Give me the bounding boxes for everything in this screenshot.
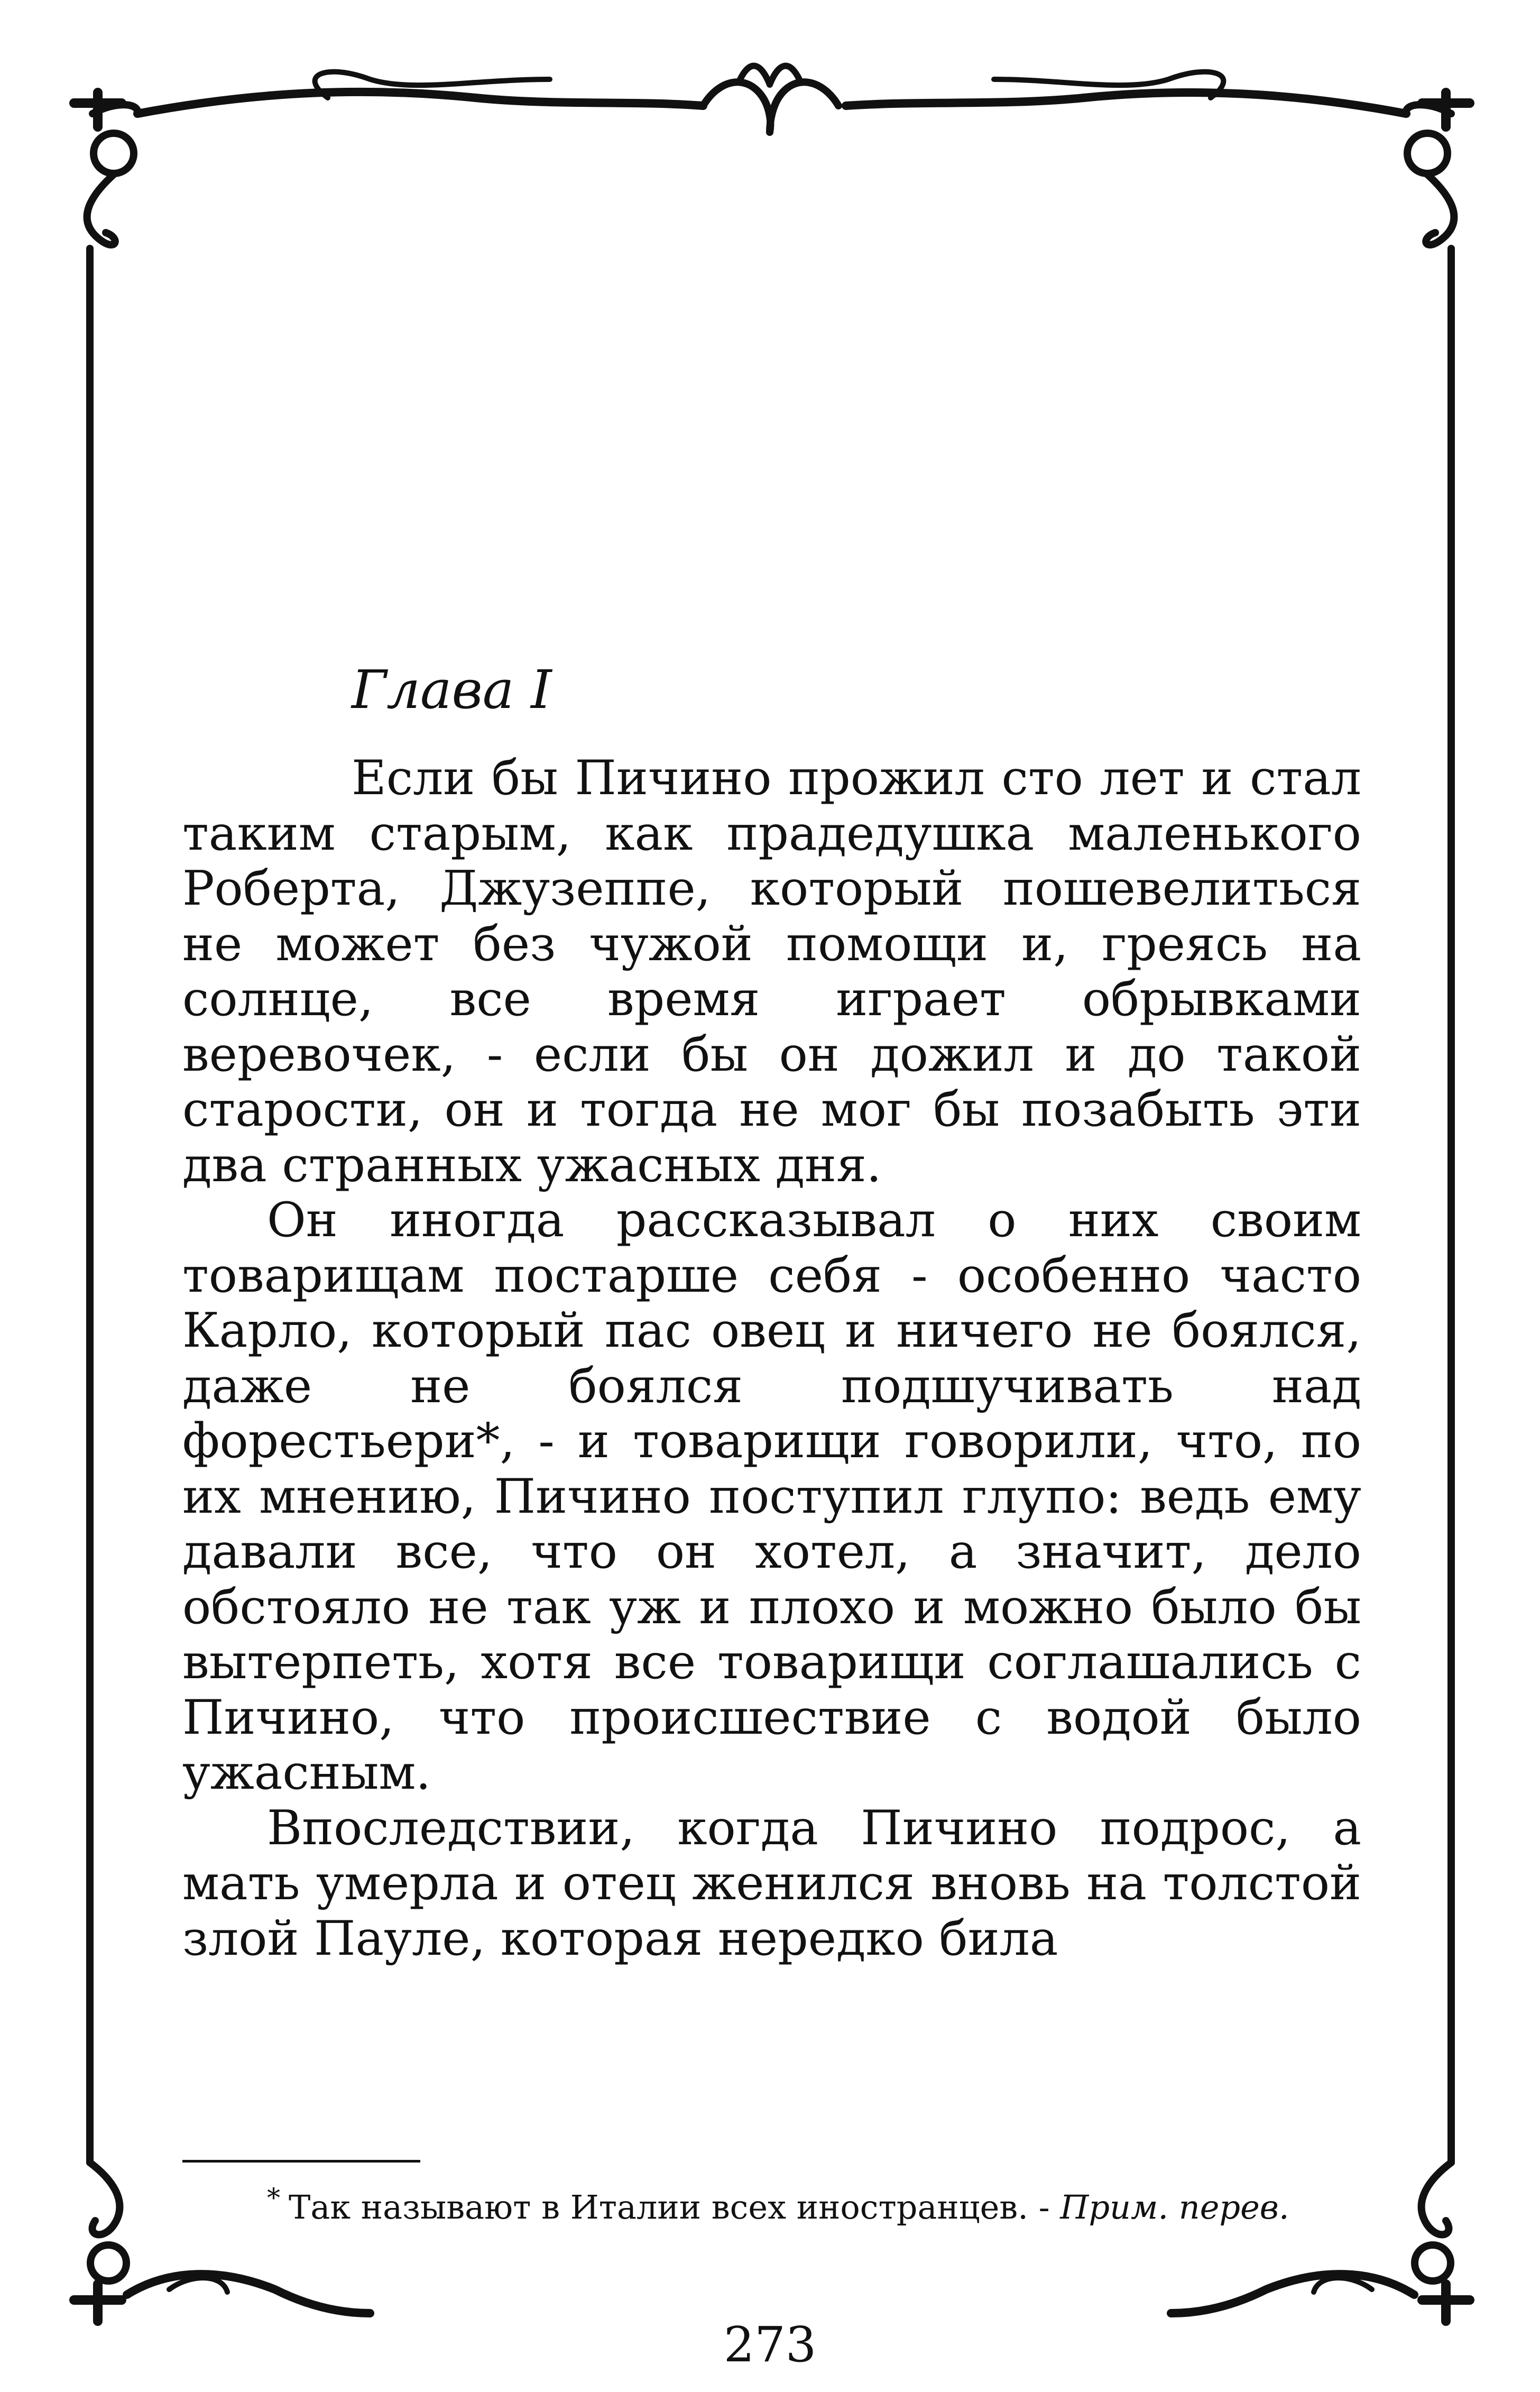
paragraph: Впоследствии, когда Пичино подрос, а мать умерла и отец женился вновь на толстой злой Пауле, которая нередко била xyxy=(182,1800,1361,1966)
footnote-abbreviation: Прим. перев. xyxy=(1060,2188,1289,2227)
footnote-text: Так называют в Италии всех иностранцев. - xyxy=(289,2188,1061,2227)
footnote-mark: * xyxy=(267,2183,280,2213)
paragraph: Если бы Пичино прожил сто лет и стал таким старым, как прадедушка маленького Роберта, Джузеппе, который пошевелиться не может без чужой помощи и, греясь на солнце, все время играет обрывками веревочек, - если бы он дожил и до такой старости, он и тогда не мог бы позабыть эти два странных ужасных дня. xyxy=(182,750,1361,1193)
page-number: 273 xyxy=(723,2316,817,2373)
footnote xyxy=(182,2184,1361,2233)
paragraph: Он иногда рассказывал о них своим товарищам постарше себя - особенно часто Карло, который пас овец и ничего не боялся, даже не боялся подшучивать над форестьери*, - и товарищи говорили, что, по их мнению, Пичино поступил глупо: ведь ему давали все, что он хотел, а значит, дело обстояло не так уж и плохо и можно было бы вытерпеть, хотя все товарищи соглашались с Пичино, что происшествие с водой было ужасным. xyxy=(182,1192,1361,1800)
chapter-heading: Глава I xyxy=(352,659,552,721)
footnote-divider xyxy=(182,2160,420,2163)
body-text xyxy=(182,751,1361,1966)
